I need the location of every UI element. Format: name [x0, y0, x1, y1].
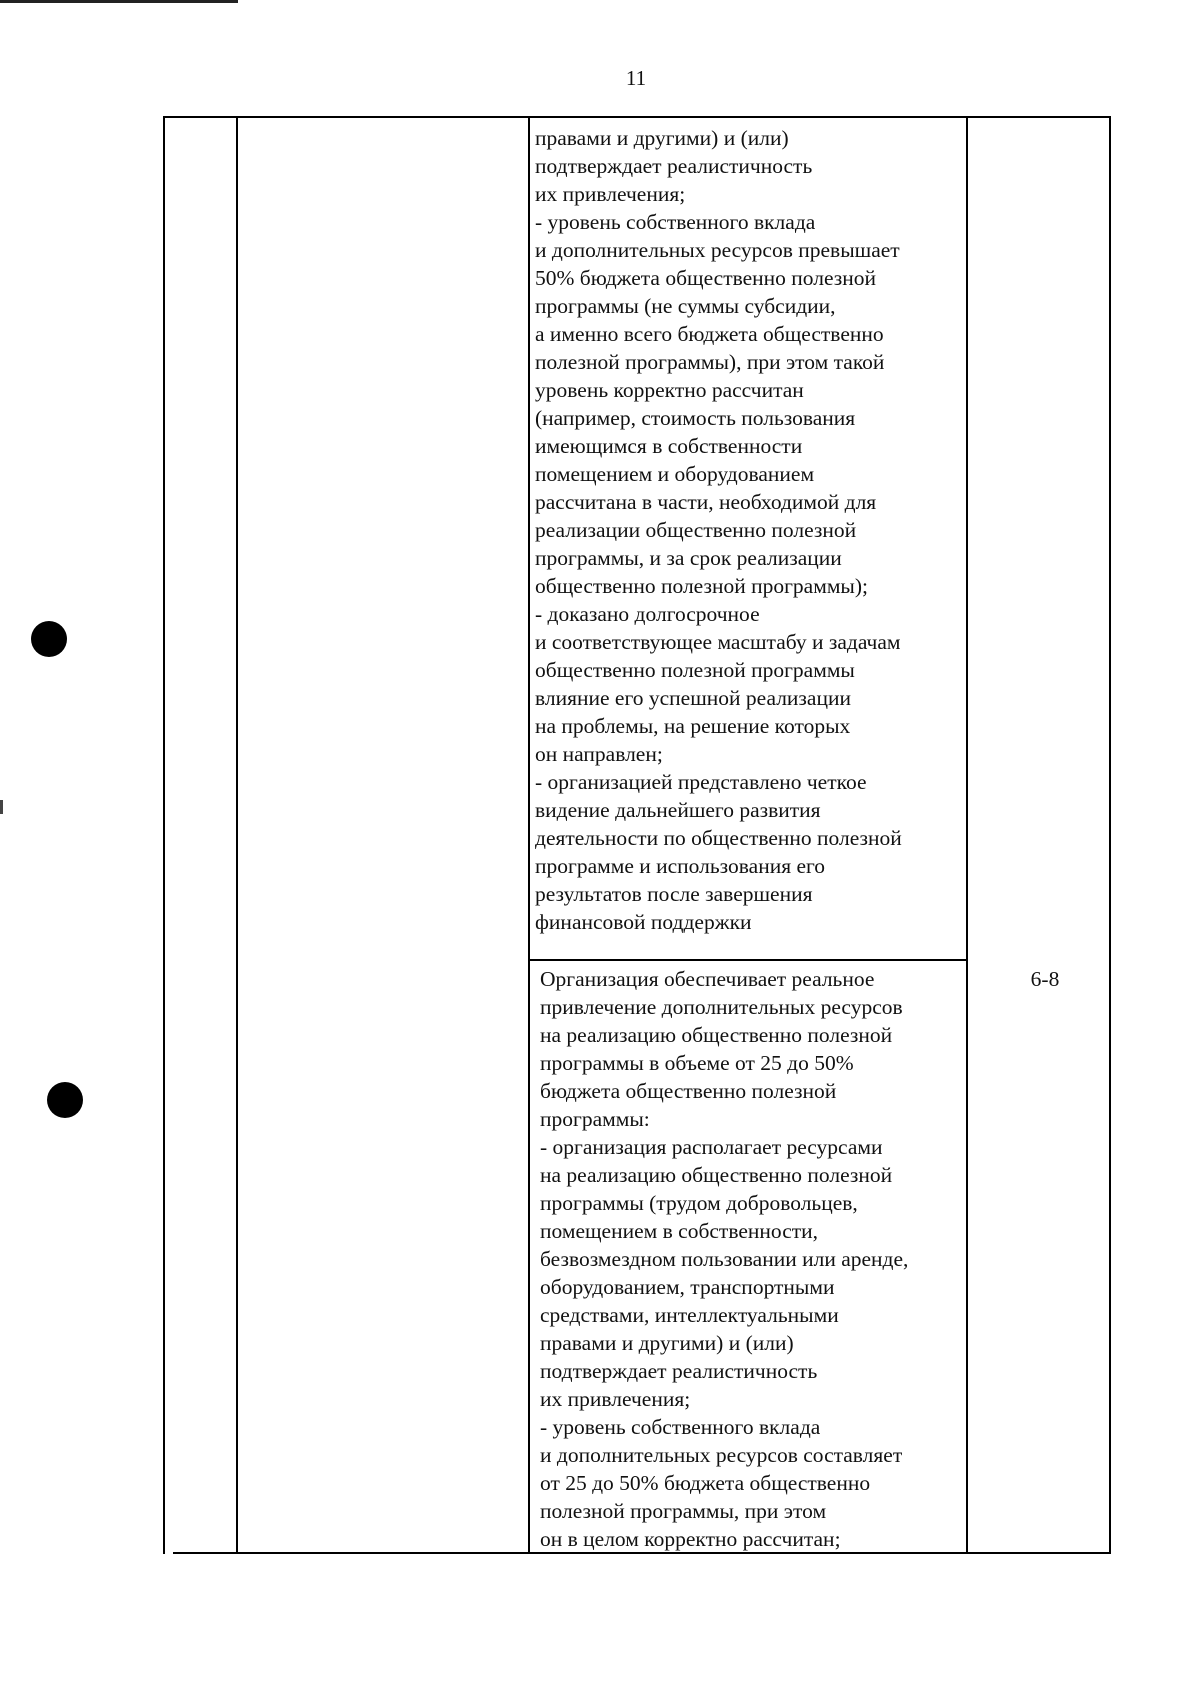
criteria-line: финансовой поддержки: [535, 910, 752, 934]
criteria-line: и дополнительных ресурсов превышает: [535, 238, 900, 262]
criteria-line: программы:: [540, 1107, 650, 1131]
criteria-line: правами и другими) и (или): [535, 126, 789, 150]
column-divider: [236, 118, 238, 1554]
criteria-line: программы, и за срок реализации: [535, 546, 842, 570]
criteria-line: программы (не суммы субсидии,: [535, 294, 836, 318]
punch-hole: [47, 1082, 83, 1118]
criteria-line: (например, стоимость пользования: [535, 406, 856, 430]
criteria-line: - организация располагает ресурсами: [540, 1135, 883, 1159]
criteria-line: полезной программы, при этом: [540, 1499, 827, 1523]
criteria-line: подтверждает реалистичность: [540, 1359, 818, 1383]
criteria-line: их привлечения;: [540, 1387, 691, 1411]
criteria-line: и дополнительных ресурсов составляет: [540, 1443, 903, 1467]
criteria-line: влияние его успешной реализации: [535, 686, 851, 710]
criteria-line: полезной программы), при этом такой: [535, 350, 885, 374]
criteria-line: он направлен;: [535, 742, 663, 766]
criteria-line: программы (трудом добровольцев,: [540, 1191, 858, 1215]
criteria-line: Организация обеспечивает реальное: [540, 967, 875, 991]
criteria-line: правами и другими) и (или): [540, 1331, 794, 1355]
criteria-line: рассчитана в части, необходимой для: [535, 490, 877, 514]
criteria-line: оборудованием, транспортными: [540, 1275, 835, 1299]
criteria-line: их привлечения;: [535, 182, 686, 206]
criteria-line: привлечение дополнительных ресурсов: [540, 995, 903, 1019]
criteria-line: деятельности по общественно полезной: [535, 826, 902, 850]
criteria-cell-row-1: [535, 124, 965, 936]
punch-hole: [31, 621, 67, 657]
table-top-border: [163, 116, 1111, 118]
criteria-line: - организацией представлено четкое: [535, 770, 867, 794]
criteria-line: подтверждает реалистичность: [535, 154, 813, 178]
criteria-line: общественно полезной программы: [535, 658, 855, 682]
criteria-line: уровень корректно рассчитан: [535, 378, 804, 402]
row-divider: [528, 959, 968, 961]
criteria-line: а именно всего бюджета общественно: [535, 322, 884, 346]
criteria-line: 50% бюджета общественно полезной: [535, 266, 877, 290]
criteria-line: бюджета общественно полезной: [540, 1079, 837, 1103]
criteria-line: - доказано долгосрочное: [535, 602, 760, 626]
criteria-line: общественно полезной программы);: [535, 574, 869, 598]
scan-edge-mark: [0, 0, 238, 3]
criteria-line: видение дальнейшего развития: [535, 798, 821, 822]
scan-edge-mark: [0, 800, 3, 814]
criteria-line: безвозмездном пользовании или аренде,: [540, 1247, 909, 1271]
criteria-line: от 25 до 50% бюджета общественно: [540, 1471, 871, 1495]
criteria-line: - уровень собственного вклада: [535, 210, 816, 234]
column-divider: [966, 118, 968, 1554]
criteria-cell-row-2: [540, 965, 965, 1553]
criteria-line: реализации общественно полезной: [535, 518, 857, 542]
criteria-line: программы в объеме от 25 до 50%: [540, 1051, 854, 1075]
column-divider: [528, 118, 530, 1554]
criteria-line: средствами, интеллектуальными: [540, 1303, 839, 1327]
criteria-line: и соответствующее масштабу и задачам: [535, 630, 901, 654]
table-right-border: [1109, 116, 1111, 1554]
criteria-line: результатов после завершения: [535, 882, 813, 906]
criteria-line: помещением в собственности,: [540, 1219, 819, 1243]
criteria-line: он в целом корректно рассчитан;: [540, 1527, 841, 1551]
table-left-border: [163, 116, 165, 1554]
criteria-line: на реализацию общественно полезной: [540, 1023, 893, 1047]
criteria-line: помещением и оборудованием: [535, 462, 815, 486]
page-number: 11: [625, 66, 647, 90]
criteria-line: имеющимся в собственности: [535, 434, 803, 458]
score-cell-row-2: 6-8: [1030, 967, 1060, 991]
criteria-line: на проблемы, на решение которых: [535, 714, 851, 738]
criteria-line: на реализацию общественно полезной: [540, 1163, 893, 1187]
criteria-line: программе и использования его: [535, 854, 826, 878]
criteria-line: - уровень собственного вклада: [540, 1415, 821, 1439]
